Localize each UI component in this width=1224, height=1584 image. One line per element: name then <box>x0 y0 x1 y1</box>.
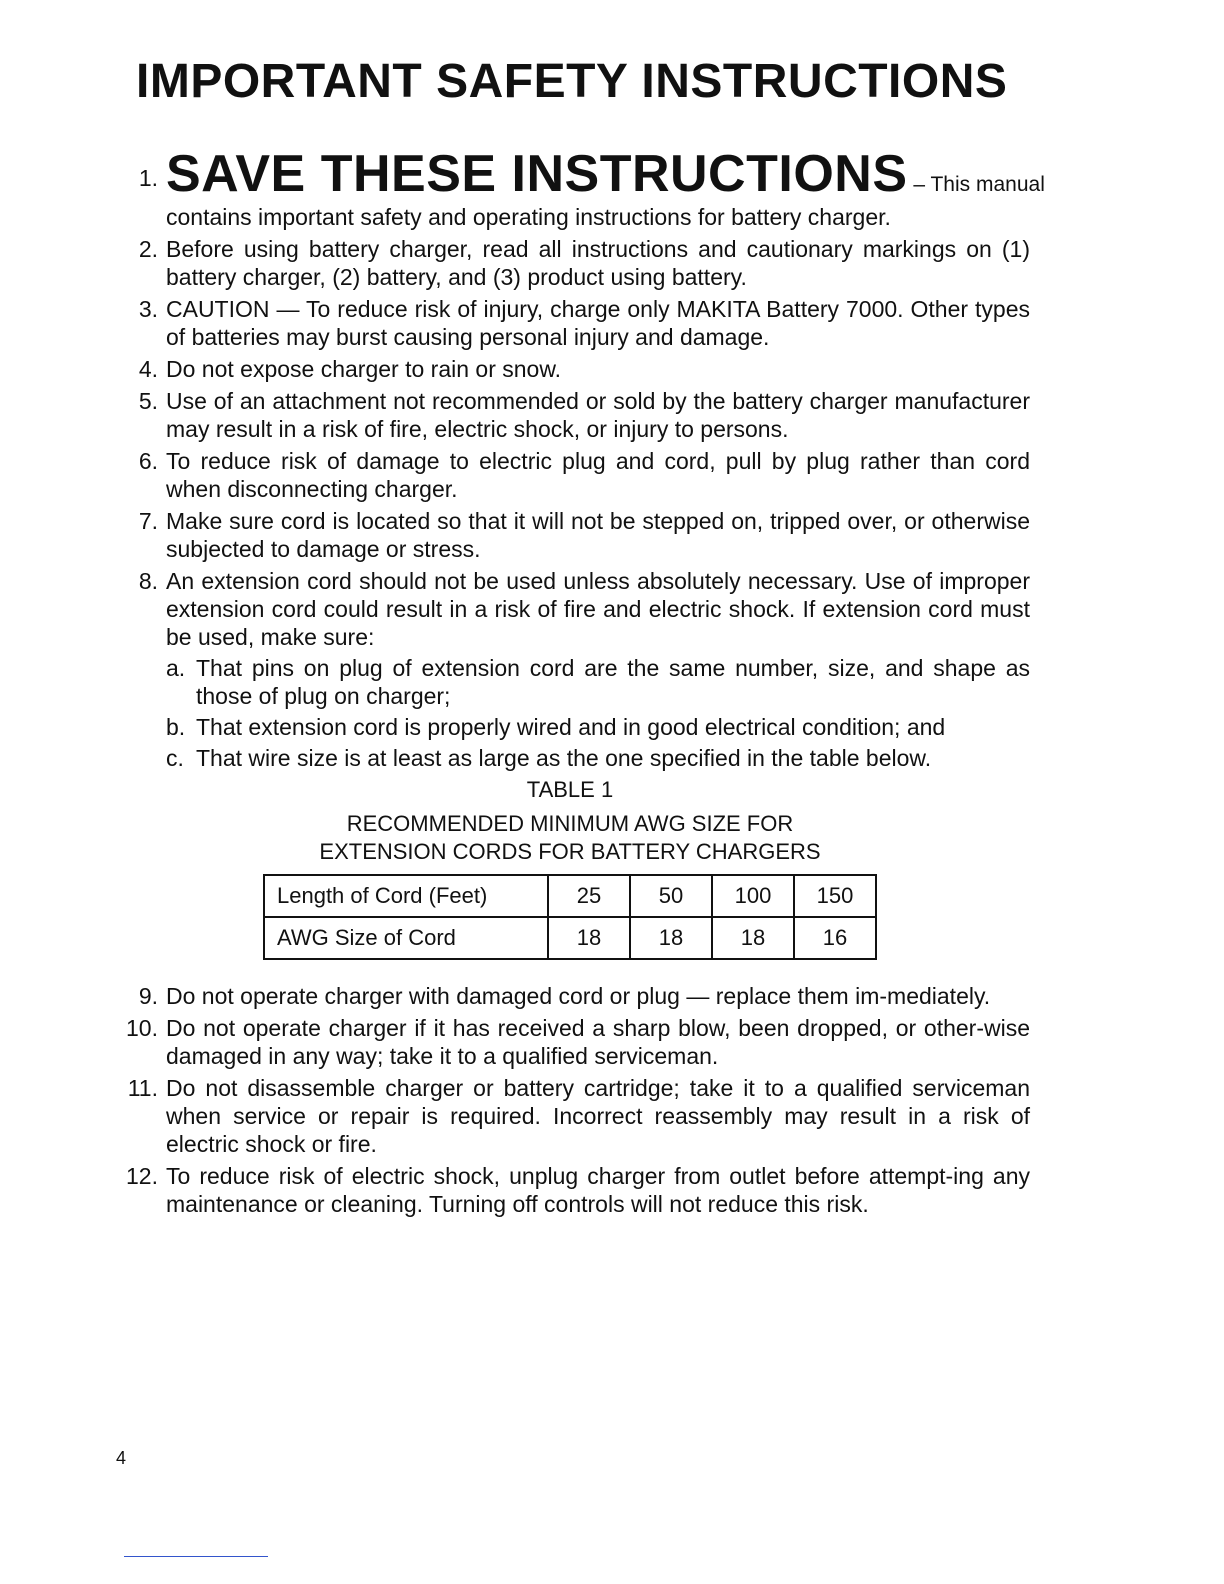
save-instructions-heading: SAVE THESE INSTRUCTIONS <box>166 145 908 203</box>
table-cell: 50 <box>630 875 712 917</box>
item-number: 3. <box>138 296 158 322</box>
table-block <box>110 776 1030 960</box>
list-item <box>110 1074 1030 1158</box>
item-text: Use of an attachment not recommended or sold by the battery charger manufacturer may result in a risk of fire, electric shock, or injury to persons. <box>166 388 1030 442</box>
item-text: contains important safety and operating instructions for battery charger. <box>166 204 891 230</box>
item-text: To reduce risk of electric shock, unplug charger from outlet before attempt-ing any maintenance or cleaning. Turning off controls will not reduce this risk. <box>166 1163 1030 1217</box>
table-cell: 150 <box>794 875 876 917</box>
list-item <box>110 507 1030 563</box>
sub-item-letter: a. <box>166 655 186 681</box>
table-cell: 16 <box>794 917 876 959</box>
sub-item <box>166 713 1030 741</box>
table-cell: 25 <box>548 875 630 917</box>
row-label: AWG Size of Cord <box>264 917 548 959</box>
sub-item-text: That extension cord is properly wired and in good electrical condition; and <box>196 714 946 740</box>
item-text: An extension cord should not be used unless absolutely necessary. Use of improper extension cord could result in a risk of fire and electric shock. If extension cord must be used, make sure: <box>166 568 1030 650</box>
table-cell: 100 <box>712 875 794 917</box>
item-text: Do not operate charger with damaged cord or plug — replace them im-mediately. <box>166 983 991 1009</box>
table-cell: 18 <box>630 917 712 959</box>
list-item <box>110 355 1030 383</box>
item-number: 1. <box>138 165 158 191</box>
page-number: 4 <box>116 1448 127 1468</box>
item-number: 6. <box>138 448 158 474</box>
item-number: 11. <box>127 1075 158 1101</box>
safety-instructions-list <box>110 145 1045 1222</box>
item-number: 10. <box>126 1015 158 1041</box>
save-instructions-line <box>138 145 1045 209</box>
table-row <box>264 917 876 959</box>
item-text: Do not expose charger to rain or snow. <box>166 356 562 382</box>
item-number: 12. <box>126 1163 158 1189</box>
awg-size-table <box>263 874 877 960</box>
list-item <box>110 295 1030 351</box>
list-item <box>110 1014 1030 1070</box>
table-caption-line2: EXTENSION CORDS FOR BATTERY CHARGERS <box>319 839 821 864</box>
item-number: 4. <box>138 356 158 382</box>
sub-item-text: That pins on plug of extension cord are the same number, size, and shape as those of plug on charger; <box>196 655 1030 709</box>
sub-item <box>166 744 1030 772</box>
table-row <box>264 875 876 917</box>
list-item <box>110 1162 1030 1218</box>
item-number: 7. <box>138 508 158 534</box>
item-text: Do not operate charger if it has received a sharp blow, been dropped, or other-wise damaged in any way; take it to a qualified serviceman. <box>166 1015 1030 1069</box>
row-label: Length of Cord (Feet) <box>264 875 548 917</box>
item-text: Before using battery charger, read all instructions and cautionary markings on (1) battery charger, (2) battery, and (3) product using battery. <box>166 236 1030 290</box>
table-caption-line1: RECOMMENDED MINIMUM AWG SIZE FOR <box>346 811 794 836</box>
table-cell: 18 <box>712 917 794 959</box>
sub-item <box>166 654 1030 710</box>
item-text: To reduce risk of damage to electric plug and cord, pull by plug rather than cord when disconnecting charger. <box>166 448 1030 502</box>
page-title: IMPORTANT SAFETY INSTRUCTIONS <box>136 55 1008 108</box>
footer-divider <box>124 1556 268 1557</box>
sub-item-text: That wire size is at least as large as the one specified in the table below. <box>196 745 932 771</box>
item-number: 8. <box>138 568 158 594</box>
list-item <box>110 235 1030 291</box>
item-text: Make sure cord is located so that it will not be stepped on, tripped over, or otherwise subjected to damage or stress. <box>166 508 1030 562</box>
item-text: CAUTION — To reduce risk of injury, charge only MAKITA Battery 7000. Other types of batteries may burst causing personal injury and damage. <box>166 296 1030 350</box>
table-number: TABLE 1 <box>526 777 614 802</box>
list-item <box>110 567 1030 960</box>
item-number: 2. <box>138 236 158 262</box>
table-cell: 18 <box>548 917 630 959</box>
item-number: 5. <box>138 388 158 414</box>
item-text: Do not disassemble charger or battery cartridge; take it to a qualified serviceman when service or repair is required. Incorrect reassembly may result in a risk of electric shock or fire. <box>166 1075 1030 1157</box>
list-item <box>110 145 1045 231</box>
save-instructions-lead: – This manual <box>907 173 1045 196</box>
list-item <box>110 447 1030 503</box>
list-item <box>110 982 1030 1010</box>
sub-item-letter: c. <box>166 745 184 771</box>
sub-item-letter: b. <box>166 714 186 740</box>
list-item <box>110 387 1030 443</box>
item-number: 9. <box>138 983 158 1009</box>
